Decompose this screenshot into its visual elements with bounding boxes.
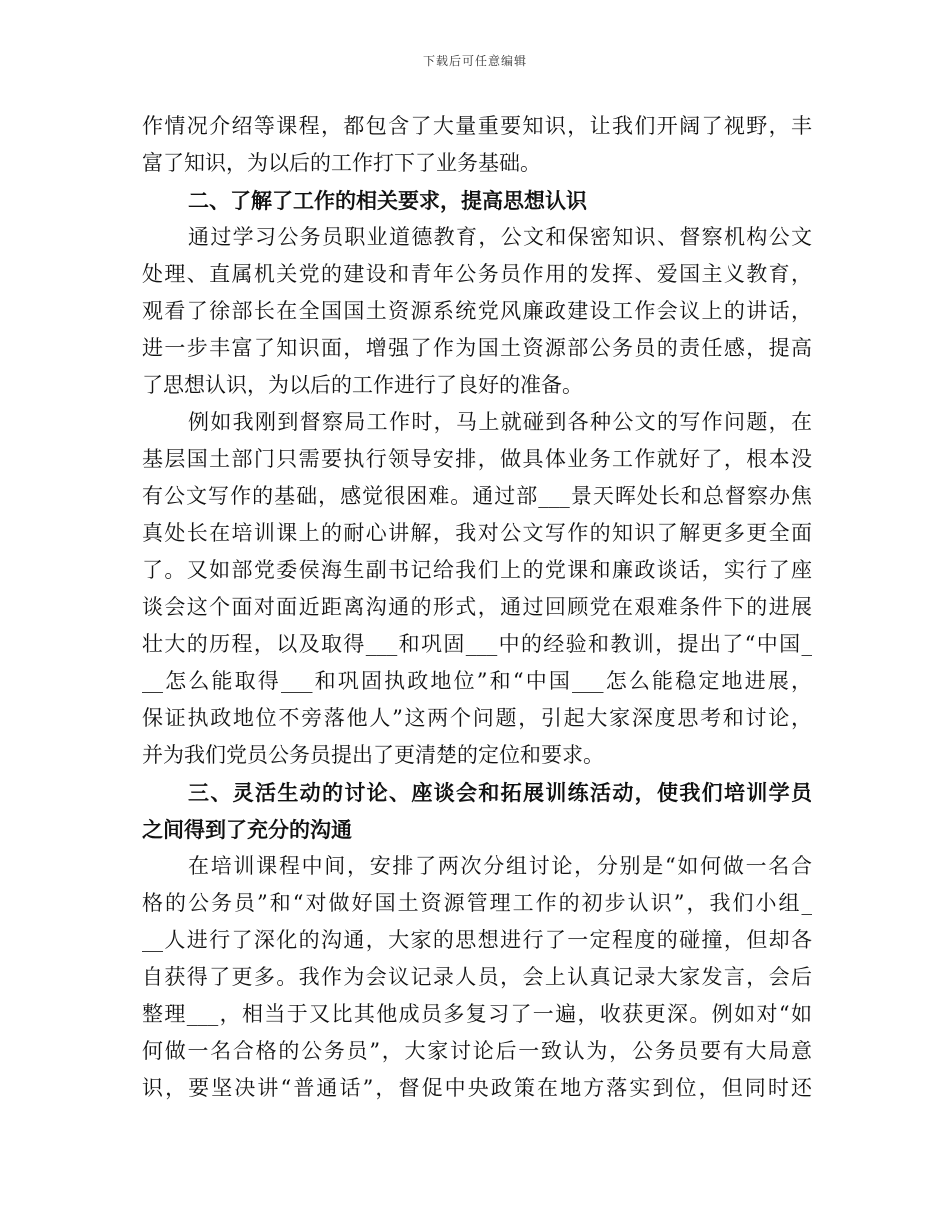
body-line: 基层国土部门只需要执行领导安排，做具体业务工作就好了，根本没 xyxy=(142,447,812,471)
body-line: 在培训课程中间，安排了两次分组讨论，分别是“如何做一名合 xyxy=(188,854,812,878)
body-line: 作情况介绍等课程，都包含了大量重要知识，让我们开阔了视野，丰 xyxy=(142,114,812,138)
body-line: 有公文写作的基础，感觉很困难。通过部___景天晖处长和总督察办焦 xyxy=(142,484,812,508)
body-line: 处理、直属机关党的建设和青年公务员作用的发挥、爱国主义教育， xyxy=(142,262,812,286)
body-line: __人进行了深化的沟通，大家的思想进行了一定程度的碰撞，但却各 xyxy=(142,928,812,952)
body-line: __怎么能取得___和巩固执政地位”和“中国___怎么能稳定地进展， xyxy=(142,669,812,693)
body-line: 通过学习公务员职业道德教育，公文和保密知识、督察机构公文 xyxy=(188,225,812,249)
body-line: 格的公务员”和“对做好国土资源管理工作的初步认识”，我们小组_ xyxy=(142,891,812,915)
body-line: 谈会这个面对面近距离沟通的形式，通过回顾党在艰难条件下的进展 xyxy=(142,595,812,619)
body-line: 观看了徐部长在全国国土资源系统党风廉政建设工作会议上的讲话， xyxy=(142,299,812,323)
body-line: 壮大的历程，以及取得___和巩固___中的经验和教训，提出了“中国_ xyxy=(142,632,812,656)
body-line: 自获得了更多。我作为会议记录人员，会上认真记录大家发言，会后 xyxy=(142,965,812,989)
body-line: 进一步丰富了知识面，增强了作为国土资源部公务员的责任感，提高 xyxy=(142,336,812,360)
body-line: 了。又如部党委侯海生副书记给我们上的党课和廉政谈话，实行了座 xyxy=(142,558,812,582)
body-line: 识，要坚决讲“普通话”，督促中央政策在地方落实到位，但同时还 xyxy=(142,1076,812,1100)
document-body xyxy=(142,108,812,1107)
body-line: 例如我刚到督察局工作时，马上就碰到各种公文的写作问题，在 xyxy=(188,410,812,434)
body-line: 保证执政地位不旁落他人”这两个问题，引起大家深度思考和讨论， xyxy=(142,706,812,730)
body-line: 何做一名合格的公务员”，大家讨论后一致认为，公务员要有大局意 xyxy=(142,1039,812,1063)
section-heading: 二、了解了工作的相关要求，提高思想认识 xyxy=(188,188,587,213)
body-line: 了思想认识，为以后的工作进行了良好的准备。 xyxy=(142,373,583,397)
body-line: 真处长在培训课上的耐心讲解，我对公文写作的知识了解更多更全面 xyxy=(142,521,812,545)
body-line: 并为我们党员公务员提出了更清楚的定位和要求。 xyxy=(142,743,604,767)
body-line: 富了知识，为以后的工作打下了业务基础。 xyxy=(142,151,541,175)
page-header: 下载后可任意编辑 xyxy=(422,54,527,68)
section-heading: 三、灵活生动的讨论、座谈会和拓展训练活动，使我们培训学员 xyxy=(188,780,812,805)
section-heading-continued: 之间得到了充分的沟通 xyxy=(142,817,352,842)
body-line: 整理___，相当于又比其他成员多复习了一遍，收获更深。例如对“如 xyxy=(142,1002,812,1026)
